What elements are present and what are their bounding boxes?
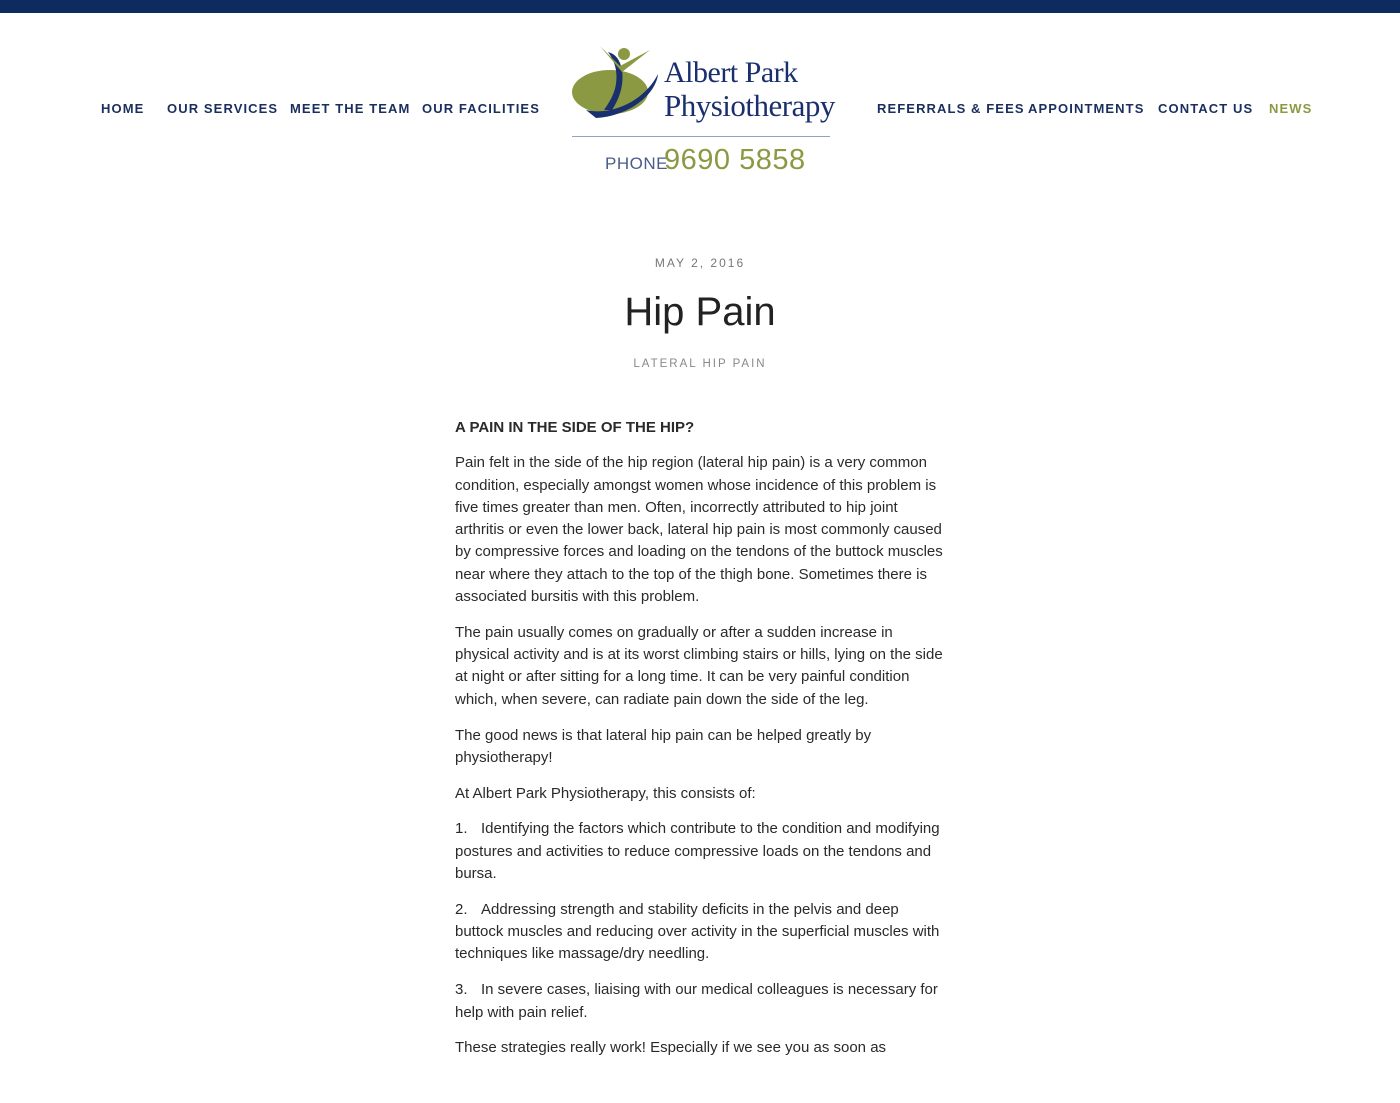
nav-meet-the-team[interactable]: MEET THE TEAM	[290, 101, 411, 116]
post-date: MAY 2, 2016	[654, 256, 746, 270]
site-logo[interactable]	[570, 40, 835, 180]
article-paragraph: At Albert Park Physiotherapy, this consists of:	[455, 784, 756, 802]
list-item	[455, 818, 950, 885]
phone-label: PHONE	[605, 154, 668, 173]
nav-our-facilities[interactable]: OUR FACILITIES	[422, 101, 540, 116]
nav-referrals-fees[interactable]: REFERRALS & FEES	[877, 101, 1025, 116]
list-text: In severe cases, liaising with our medical colleagues is necessary for help with pain relief.	[455, 981, 938, 1021]
logo-text-physiotherapy: Physiotherapy	[664, 88, 835, 123]
article-paragraph: Pain felt in the side of the hip region (lateral hip pain) is a very common condition, especially amongst women whose incidence of this problem is five times greater than men. Often, incorrectly attributed to hip joint arthritis or even the lower back, lateral hip pain is most commonly caused by compressive forces and loading on the tendons of the buttock muscles near where they attach to the top of the thigh bone. Sometimes there is associated bursitis with this problem.	[455, 454, 943, 606]
post-subtitle: LATERAL HIP PAIN	[633, 358, 767, 370]
article-paragraph: The good news is that lateral hip pain can be helped greatly by physiotherapy!	[455, 726, 872, 766]
nav-home[interactable]: HOME	[101, 101, 145, 116]
list-number: 3.	[455, 981, 468, 999]
nav-news[interactable]: NEWS	[1269, 101, 1313, 116]
list-text: Identifying the factors which contribute to the condition and modifying postures and activities to reduce compressive loads on the tendons and bursa.	[455, 820, 940, 883]
logo-divider	[572, 136, 830, 137]
article-body	[455, 417, 950, 1073]
nav-our-services[interactable]: OUR SERVICES	[167, 101, 279, 116]
top-bar	[0, 0, 1400, 13]
logo-text-albert-park: Albert Park	[664, 56, 798, 89]
nav-contact-us[interactable]: CONTACT US	[1158, 101, 1254, 116]
list-item	[455, 899, 950, 966]
phone-number[interactable]: 9690 5858	[664, 144, 806, 176]
list-number: 1.	[455, 820, 468, 838]
article-paragraph: The pain usually comes on gradually or after a sudden increase in physical activity and is at its worst climbing stairs or hills, lying on the side at night or after sitting for a long time. It can be very painful condition which, when severe, can radiate pain down the side of the leg.	[455, 623, 943, 708]
list-text: Addressing strength and stability deficits in the pelvis and deep buttock muscles and reducing over activity in the superficial muscles with techniques like massage/dry needling.	[455, 900, 940, 963]
list-number: 2.	[455, 900, 468, 918]
article-heading: A PAIN IN THE SIDE OF THE HIP?	[455, 419, 695, 436]
article-paragraph: These strategies really work! Especially if we see you as soon as	[455, 1039, 887, 1057]
list-item	[455, 979, 950, 1024]
nav-appointments[interactable]: APPOINTMENTS	[1028, 101, 1145, 116]
post-title: Hip Pain	[624, 290, 776, 334]
logo-figure-icon	[570, 44, 660, 120]
